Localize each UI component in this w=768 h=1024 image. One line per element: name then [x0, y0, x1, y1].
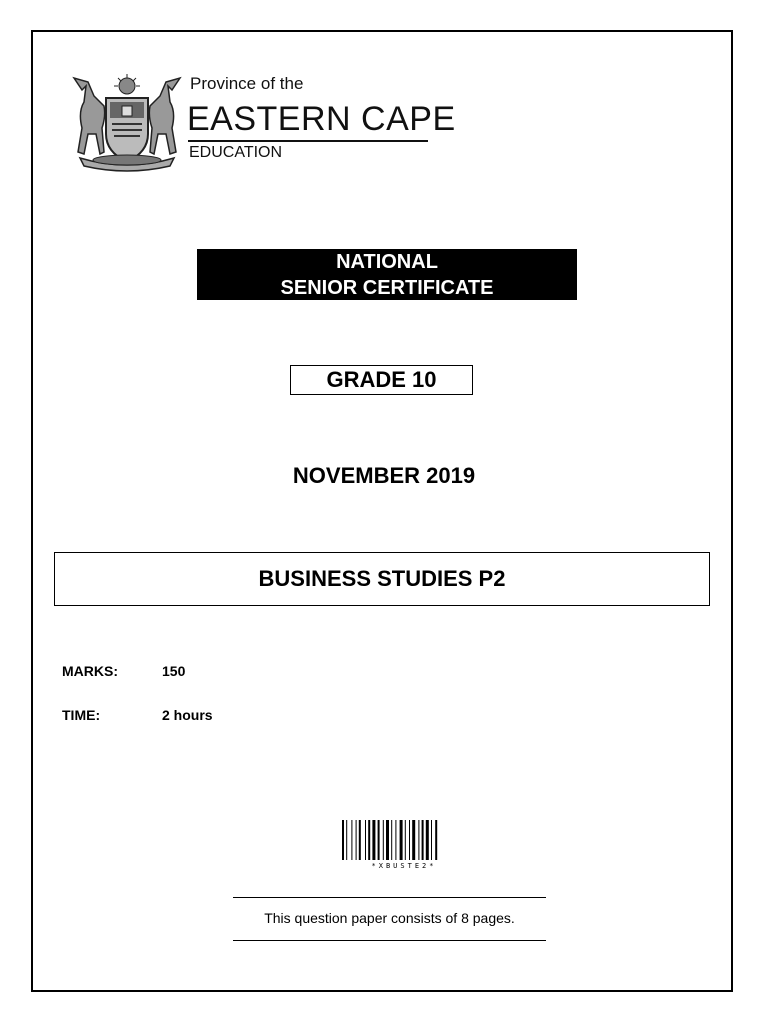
exam-date: NOVEMBER 2019 — [292, 463, 476, 488]
time-value: 2 hours — [162, 707, 213, 723]
logo-divider — [188, 140, 428, 142]
banner-line-2: SENIOR CERTIFICATE — [280, 277, 494, 299]
footer-top-rule — [233, 897, 546, 898]
footer-bottom-rule — [233, 940, 546, 941]
barcode-icon — [342, 820, 466, 864]
department-logo — [66, 72, 456, 172]
logo-department-text: EDUCATION — [189, 144, 283, 161]
coat-of-arms-icon — [66, 72, 188, 172]
page-count-note: This question paper consists of 8 pages. — [264, 910, 515, 926]
marks-value: 150 — [162, 663, 186, 679]
time-label: TIME: — [62, 707, 101, 723]
logo-province-text: Province of the — [190, 74, 304, 93]
grade-box: GRADE 10 — [290, 365, 473, 395]
barcode-text: *XBUSTE2* — [371, 862, 437, 870]
banner-line-1: NATIONAL — [336, 251, 438, 273]
subject-title: BUSINESS STUDIES P2 — [54, 552, 710, 606]
logo-province-name: EASTERN CAPE — [187, 100, 456, 138]
marks-label: MARKS: — [62, 663, 118, 679]
certificate-banner — [197, 249, 577, 300]
